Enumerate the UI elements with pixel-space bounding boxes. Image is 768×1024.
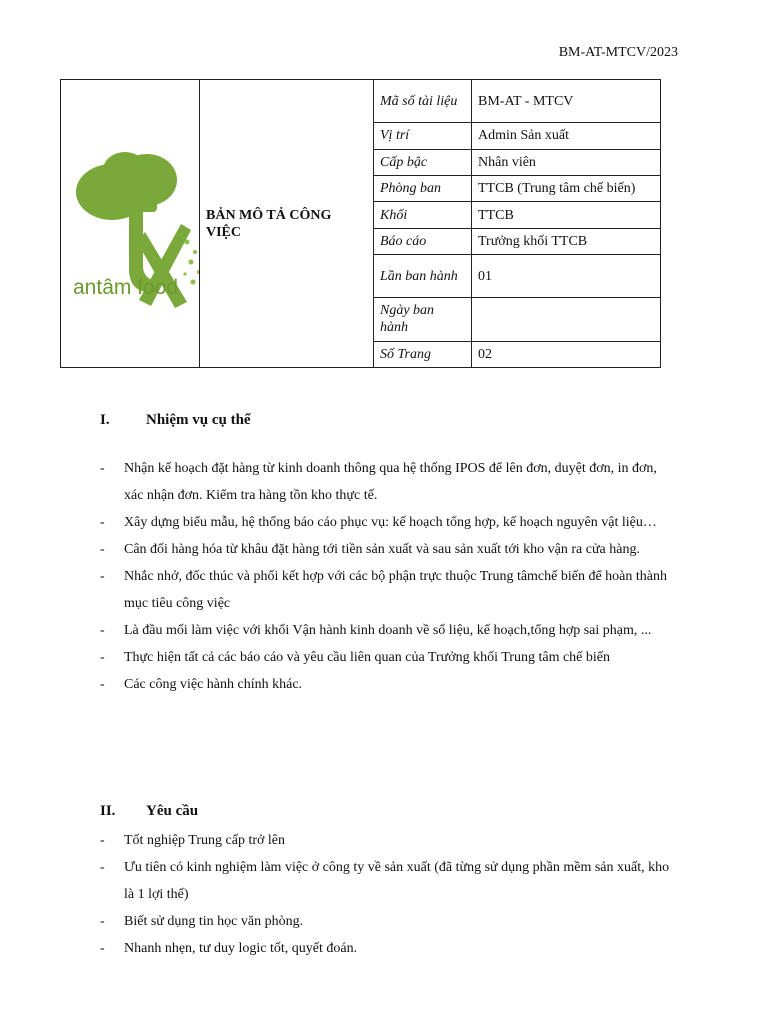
section-title-requirements bbox=[100, 803, 198, 820]
section-heading: Yêu cầu bbox=[146, 803, 199, 819]
info-label: Báo cáo bbox=[374, 228, 472, 254]
section-number: II. bbox=[100, 803, 116, 819]
list-item: - Nhận kế hoạch đặt hàng từ kinh doanh thông qua hệ thống IPOS để lên đơn, duyệt đơn, in đơn, xác nhận đơn. Kiểm tra hàng tồn kho thực tế. bbox=[100, 455, 678, 509]
info-value: TTCB bbox=[472, 202, 661, 228]
document-header-table bbox=[60, 79, 661, 368]
list-item: - Các công việc hành chính khác. bbox=[100, 671, 678, 698]
info-label: Lần ban hành bbox=[374, 255, 472, 298]
info-label: Số Trang bbox=[374, 341, 472, 367]
info-value: BM-AT - MTCV bbox=[472, 80, 661, 123]
list-item: - Nhanh nhẹn, tư duy logic tốt, quyết đoán. bbox=[100, 935, 678, 962]
info-value: Nhân viên bbox=[472, 149, 661, 175]
info-value: 02 bbox=[472, 341, 661, 367]
info-label: Ngày ban hành bbox=[374, 298, 472, 341]
list-item: - Tốt nghiệp Trung cấp trở lên bbox=[100, 827, 678, 854]
info-value: Trưởng khối TTCB bbox=[472, 228, 661, 254]
info-label: Phòng ban bbox=[374, 175, 472, 201]
document-title: BẢN MÔ TẢ CÔNG VIỆC bbox=[200, 80, 374, 368]
section-number: I. bbox=[100, 412, 110, 428]
antam-food-logo bbox=[67, 82, 200, 360]
info-label: Cấp bậc bbox=[374, 149, 472, 175]
info-value: Admin Sản xuất bbox=[472, 123, 661, 149]
list-item: - Là đầu mối làm việc với khối Vận hành kinh doanh về số liệu, kế hoạch,tổng hợp sai phạm, ... bbox=[100, 617, 678, 644]
logo-cell bbox=[61, 80, 200, 368]
list-item: - Xây dựng biểu mẫu, hệ thống báo cáo phục vụ: kế hoạch tổng hợp, kế hoạch nguyên vật liệu… bbox=[100, 509, 678, 536]
info-value: TTCB (Trung tâm chế biến) bbox=[472, 175, 661, 201]
logo-wordmark: antâm food bbox=[73, 276, 179, 299]
section-heading: Nhiệm vụ cụ thể bbox=[146, 412, 251, 428]
list-item: - Nhắc nhở, đốc thúc và phối kết hợp với các bộ phận trực thuộc Trung tâmchế biến để hoàn thành mục tiêu công việc bbox=[100, 563, 678, 617]
document-code: BM-AT-MTCV/2023 bbox=[558, 45, 678, 60]
list-item: - Biết sử dụng tin học văn phòng. bbox=[100, 908, 678, 935]
info-value: 01 bbox=[472, 255, 661, 298]
info-value bbox=[472, 298, 661, 341]
info-label: Khối bbox=[374, 202, 472, 228]
task-list bbox=[100, 455, 678, 698]
section-title-tasks bbox=[100, 412, 251, 429]
info-label: Vị trí bbox=[374, 123, 472, 149]
list-item: - Ưu tiên có kinh nghiệm làm việc ở công ty về sản xuất (đã từng sử dụng phần mềm sản xuất, kho là 1 lợi thế) bbox=[100, 854, 678, 908]
requirement-list bbox=[100, 827, 678, 962]
list-item: - Thực hiện tất cả các báo cáo và yêu cầu liên quan của Trưởng khối Trung tâm chế biến bbox=[100, 644, 678, 671]
list-item: - Cân đối hàng hóa từ khâu đặt hàng tới tiền sản xuất và sau sản xuất tới kho vận ra cửa hàng. bbox=[100, 536, 678, 563]
info-label: Mã số tài liệu bbox=[374, 80, 472, 123]
